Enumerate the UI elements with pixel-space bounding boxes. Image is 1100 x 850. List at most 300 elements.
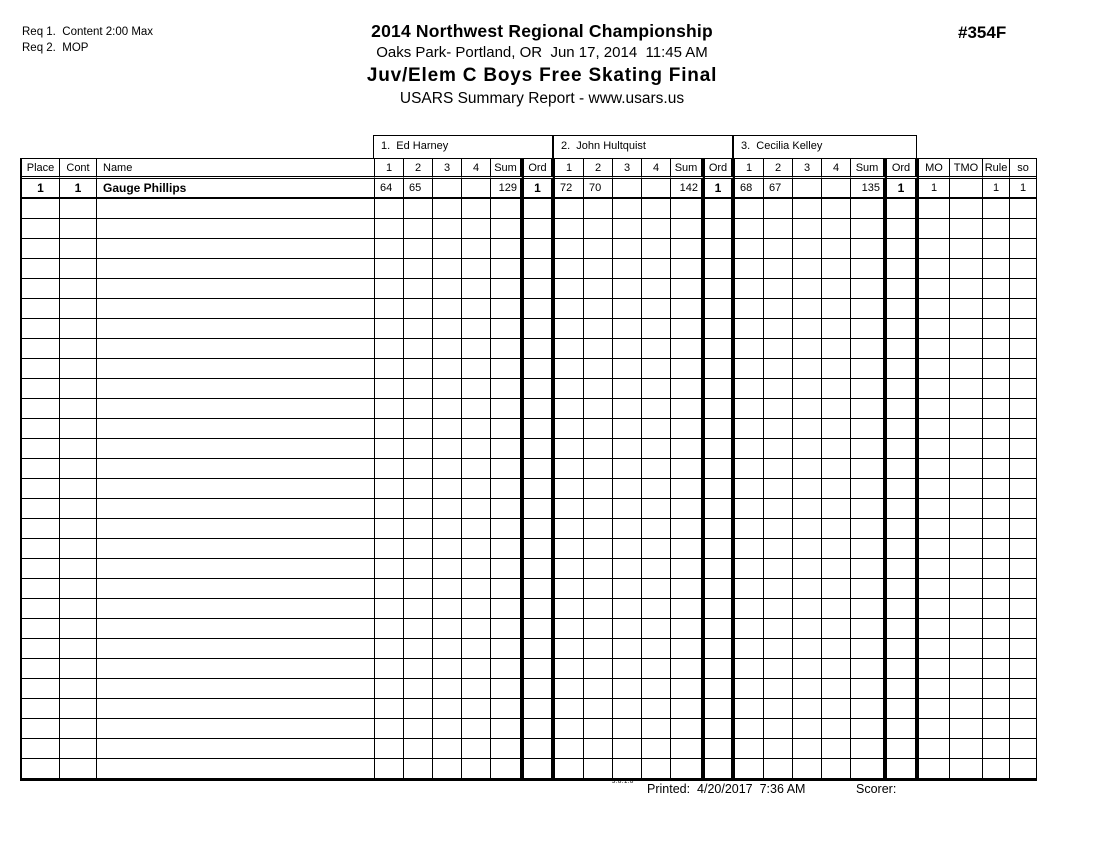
empty-cell [433, 479, 462, 499]
empty-cell [462, 419, 491, 439]
empty-cell [822, 239, 851, 259]
empty-cell [983, 699, 1010, 719]
empty-cell [375, 639, 404, 659]
empty-cell [404, 219, 433, 239]
empty-cell [705, 259, 735, 279]
empty-cell [887, 739, 919, 759]
empty-cell [793, 219, 822, 239]
empty-cell [793, 599, 822, 619]
empty-cell [887, 399, 919, 419]
empty-cell [584, 739, 613, 759]
empty-cell [97, 399, 375, 419]
empty-cell [613, 339, 642, 359]
empty-cell [950, 499, 983, 519]
empty-cell [919, 459, 950, 479]
empty-cell [887, 539, 919, 559]
empty-cell [851, 199, 887, 219]
empty-cell [60, 639, 97, 659]
empty-cell [1010, 719, 1036, 739]
empty-cell [887, 579, 919, 599]
empty-cell [851, 679, 887, 699]
empty-cell [1010, 579, 1036, 599]
empty-cell [764, 739, 793, 759]
empty-cell [97, 379, 375, 399]
empty-cell [60, 619, 97, 639]
empty-cell [404, 439, 433, 459]
empty-cell [851, 759, 887, 779]
empty-cell [642, 359, 671, 379]
empty-cell [491, 359, 524, 379]
empty-cell [555, 219, 584, 239]
empty-cell [22, 659, 60, 679]
empty-cell [491, 699, 524, 719]
empty-cell [491, 419, 524, 439]
empty-cell [671, 439, 705, 459]
empty-cell [97, 439, 375, 459]
empty-cell [584, 659, 613, 679]
empty-cell [793, 259, 822, 279]
empty-cell [613, 579, 642, 599]
empty-cell [950, 199, 983, 219]
empty-cell [404, 379, 433, 399]
empty-cell [919, 399, 950, 419]
empty-cell [22, 479, 60, 499]
col-header-j2-sum: Sum [671, 159, 705, 179]
empty-cell [735, 319, 764, 339]
empty-cell [822, 619, 851, 639]
empty-cell [671, 219, 705, 239]
empty-cell [983, 259, 1010, 279]
row1-j2-score3 [613, 179, 642, 199]
col-header-cont: Cont [60, 159, 97, 179]
empty-cell [950, 319, 983, 339]
empty-cell [22, 219, 60, 239]
empty-cell [822, 559, 851, 579]
empty-cell [97, 639, 375, 659]
row1-j3-sum: 135 [851, 179, 887, 199]
empty-cell [613, 479, 642, 499]
empty-cell [555, 759, 584, 779]
empty-cell [555, 539, 584, 559]
empty-cell [613, 739, 642, 759]
empty-cell [919, 359, 950, 379]
empty-cell [524, 639, 555, 659]
empty-cell [851, 219, 887, 239]
empty-cell [462, 199, 491, 219]
empty-cell [822, 599, 851, 619]
empty-cell [404, 199, 433, 219]
req-line-2: Req 2. MOP [22, 42, 89, 54]
empty-cell [950, 659, 983, 679]
score-table [20, 158, 1037, 781]
empty-cell [97, 539, 375, 559]
empty-cell [793, 439, 822, 459]
empty-cell [60, 319, 97, 339]
empty-cell [555, 499, 584, 519]
empty-cell [524, 759, 555, 779]
empty-cell [822, 659, 851, 679]
empty-cell [97, 279, 375, 299]
empty-cell [950, 579, 983, 599]
empty-cell [1010, 339, 1036, 359]
empty-cell [524, 419, 555, 439]
col-header-j3-3: 3 [793, 159, 822, 179]
empty-cell [642, 259, 671, 279]
empty-cell [60, 299, 97, 319]
empty-cell [919, 659, 950, 679]
empty-cell [491, 259, 524, 279]
empty-cell [1010, 699, 1036, 719]
empty-cell [887, 359, 919, 379]
empty-cell [462, 359, 491, 379]
empty-cell [433, 719, 462, 739]
empty-cell [822, 539, 851, 559]
empty-cell [983, 479, 1010, 499]
col-header-rule: Rule [983, 159, 1010, 179]
empty-cell [919, 499, 950, 519]
empty-cell [613, 239, 642, 259]
empty-cell [764, 279, 793, 299]
empty-cell [764, 239, 793, 259]
empty-cell [919, 599, 950, 619]
empty-cell [793, 559, 822, 579]
empty-cell [919, 719, 950, 739]
empty-cell [671, 499, 705, 519]
empty-cell [491, 619, 524, 639]
empty-cell [375, 439, 404, 459]
empty-cell [1010, 599, 1036, 619]
empty-cell [524, 539, 555, 559]
empty-cell [433, 439, 462, 459]
empty-cell [887, 379, 919, 399]
empty-cell [584, 539, 613, 559]
empty-cell [642, 219, 671, 239]
empty-cell [705, 519, 735, 539]
empty-cell [555, 639, 584, 659]
empty-cell [735, 639, 764, 659]
empty-cell [764, 319, 793, 339]
empty-cell [950, 419, 983, 439]
empty-cell [851, 339, 887, 359]
empty-cell [1010, 519, 1036, 539]
empty-cell [404, 459, 433, 479]
empty-cell [851, 259, 887, 279]
empty-cell [433, 519, 462, 539]
empty-cell [822, 359, 851, 379]
empty-cell [524, 299, 555, 319]
empty-cell [375, 479, 404, 499]
empty-cell [404, 739, 433, 759]
empty-cell [793, 579, 822, 599]
empty-cell [764, 559, 793, 579]
empty-cell [524, 519, 555, 539]
empty-cell [1010, 659, 1036, 679]
empty-cell [705, 399, 735, 419]
empty-cell [555, 459, 584, 479]
empty-cell [97, 319, 375, 339]
empty-cell [735, 559, 764, 579]
empty-cell [1010, 499, 1036, 519]
empty-cell [983, 659, 1010, 679]
empty-cell [851, 239, 887, 259]
row1-place: 1 [22, 179, 60, 199]
empty-cell [22, 759, 60, 779]
empty-cell [764, 259, 793, 279]
empty-cell [919, 519, 950, 539]
empty-cell [950, 519, 983, 539]
empty-cell [60, 599, 97, 619]
empty-cell [764, 719, 793, 739]
empty-cell [555, 419, 584, 439]
empty-cell [983, 619, 1010, 639]
empty-cell [793, 659, 822, 679]
empty-cell [375, 399, 404, 419]
empty-cell [735, 299, 764, 319]
empty-cell [851, 539, 887, 559]
judge-2-header-box: 2. John Hultquist [553, 135, 733, 158]
empty-cell [983, 579, 1010, 599]
empty-cell [919, 339, 950, 359]
empty-cell [983, 199, 1010, 219]
row1-j3-score1: 68 [735, 179, 764, 199]
empty-cell [433, 679, 462, 699]
empty-cell [584, 499, 613, 519]
empty-cell [375, 599, 404, 619]
empty-cell [950, 339, 983, 359]
empty-cell [822, 299, 851, 319]
empty-cell [950, 459, 983, 479]
empty-cell [983, 499, 1010, 519]
row1-j2-score1: 72 [555, 179, 584, 199]
col-header-j3-ord: Ord [887, 159, 919, 179]
empty-cell [764, 479, 793, 499]
empty-cell [375, 619, 404, 639]
empty-cell [584, 259, 613, 279]
empty-cell [462, 659, 491, 679]
empty-cell [524, 739, 555, 759]
empty-cell [764, 379, 793, 399]
empty-cell [822, 259, 851, 279]
empty-cell [555, 739, 584, 759]
empty-cell [764, 199, 793, 219]
col-header-j3-1: 1 [735, 159, 764, 179]
empty-cell [642, 459, 671, 479]
empty-cell [983, 559, 1010, 579]
row1-j1-ordinal: 1 [524, 179, 555, 199]
empty-cell [764, 539, 793, 559]
empty-cell [22, 439, 60, 459]
empty-cell [851, 299, 887, 319]
empty-cell [491, 339, 524, 359]
empty-cell [851, 719, 887, 739]
empty-cell [851, 619, 887, 639]
empty-cell [705, 339, 735, 359]
empty-cell [642, 499, 671, 519]
empty-cell [671, 279, 705, 299]
empty-cell [887, 299, 919, 319]
empty-cell [375, 199, 404, 219]
empty-cell [642, 319, 671, 339]
empty-cell [433, 319, 462, 339]
empty-cell [375, 379, 404, 399]
empty-cell [705, 719, 735, 739]
empty-cell [642, 379, 671, 399]
empty-cell [375, 419, 404, 439]
empty-cell [950, 539, 983, 559]
empty-cell [950, 479, 983, 499]
empty-cell [375, 359, 404, 379]
empty-cell [822, 219, 851, 239]
empty-cell [584, 379, 613, 399]
empty-cell [887, 459, 919, 479]
empty-cell [887, 519, 919, 539]
empty-cell [491, 399, 524, 419]
empty-cell [491, 459, 524, 479]
empty-cell [462, 299, 491, 319]
empty-cell [735, 579, 764, 599]
empty-cell [851, 559, 887, 579]
empty-cell [433, 299, 462, 319]
empty-cell [735, 219, 764, 239]
col-header-j1-sum: Sum [491, 159, 524, 179]
empty-cell [793, 419, 822, 439]
empty-cell [822, 339, 851, 359]
empty-cell [22, 619, 60, 639]
empty-cell [524, 399, 555, 419]
empty-cell [983, 519, 1010, 539]
empty-cell [524, 199, 555, 219]
empty-cell [613, 639, 642, 659]
empty-cell [1010, 319, 1036, 339]
empty-cell [793, 499, 822, 519]
empty-cell [705, 239, 735, 259]
empty-cell [705, 579, 735, 599]
empty-cell [22, 499, 60, 519]
empty-cell [584, 339, 613, 359]
empty-cell [1010, 439, 1036, 459]
empty-cell [735, 259, 764, 279]
empty-cell [375, 579, 404, 599]
empty-cell [555, 519, 584, 539]
empty-cell [404, 639, 433, 659]
empty-cell [851, 499, 887, 519]
empty-cell [97, 619, 375, 639]
empty-cell [822, 399, 851, 419]
empty-cell [613, 379, 642, 399]
empty-cell [671, 739, 705, 759]
empty-cell [462, 739, 491, 759]
empty-cell [97, 219, 375, 239]
req-line-1: Req 1. Content 2:00 Max [22, 26, 154, 38]
col-header-j2-2: 2 [584, 159, 613, 179]
col-header-j2-ord: Ord [705, 159, 735, 179]
empty-cell [851, 359, 887, 379]
empty-cell [462, 579, 491, 599]
empty-cell [491, 379, 524, 399]
empty-cell [60, 739, 97, 759]
empty-cell [1010, 639, 1036, 659]
empty-cell [642, 199, 671, 219]
empty-cell [887, 639, 919, 659]
row1-mo: 1 [919, 179, 950, 199]
empty-cell [705, 539, 735, 559]
empty-cell [60, 459, 97, 479]
empty-cell [404, 759, 433, 779]
empty-cell [793, 319, 822, 339]
empty-cell [671, 539, 705, 559]
empty-cell [555, 579, 584, 599]
empty-cell [983, 359, 1010, 379]
empty-cell [433, 219, 462, 239]
row1-j3-score3 [793, 179, 822, 199]
empty-cell [613, 599, 642, 619]
empty-cell [97, 239, 375, 259]
empty-cell [793, 379, 822, 399]
empty-cell [919, 299, 950, 319]
empty-cell [491, 299, 524, 319]
empty-cell [462, 499, 491, 519]
empty-cell [524, 259, 555, 279]
report-type-line: USARS Summary Report - www.usars.us [399, 90, 685, 107]
empty-cell [462, 759, 491, 779]
empty-cell [735, 439, 764, 459]
empty-cell [735, 379, 764, 399]
empty-cell [584, 519, 613, 539]
empty-cell [822, 459, 851, 479]
empty-cell [524, 219, 555, 239]
empty-cell [671, 419, 705, 439]
empty-cell [584, 439, 613, 459]
empty-cell [404, 339, 433, 359]
row1-j1-score2: 65 [404, 179, 433, 199]
empty-cell [1010, 219, 1036, 239]
empty-cell [433, 379, 462, 399]
empty-cell [22, 319, 60, 339]
empty-cell [97, 719, 375, 739]
empty-cell [375, 719, 404, 739]
empty-cell [60, 339, 97, 359]
empty-cell [584, 459, 613, 479]
empty-cell [584, 199, 613, 219]
empty-cell [375, 219, 404, 239]
empty-cell [793, 519, 822, 539]
empty-cell [97, 659, 375, 679]
empty-cell [404, 359, 433, 379]
empty-cell [887, 339, 919, 359]
empty-cell [524, 379, 555, 399]
venue-date-line: Oaks Park- Portland, OR Jun 17, 2014 11:45 AM [376, 44, 708, 61]
empty-cell [462, 239, 491, 259]
empty-cell [735, 239, 764, 259]
empty-cell [887, 219, 919, 239]
empty-cell [491, 719, 524, 739]
empty-cell [1010, 759, 1036, 779]
empty-cell [433, 539, 462, 559]
empty-cell [555, 659, 584, 679]
empty-cell [433, 239, 462, 259]
empty-cell [764, 339, 793, 359]
empty-cell [822, 479, 851, 499]
empty-cell [97, 359, 375, 379]
empty-cell [433, 279, 462, 299]
empty-cell [60, 279, 97, 299]
empty-cell [433, 699, 462, 719]
empty-cell [851, 659, 887, 679]
empty-cell [950, 219, 983, 239]
empty-cell [22, 699, 60, 719]
empty-cell [705, 619, 735, 639]
empty-cell [983, 219, 1010, 239]
